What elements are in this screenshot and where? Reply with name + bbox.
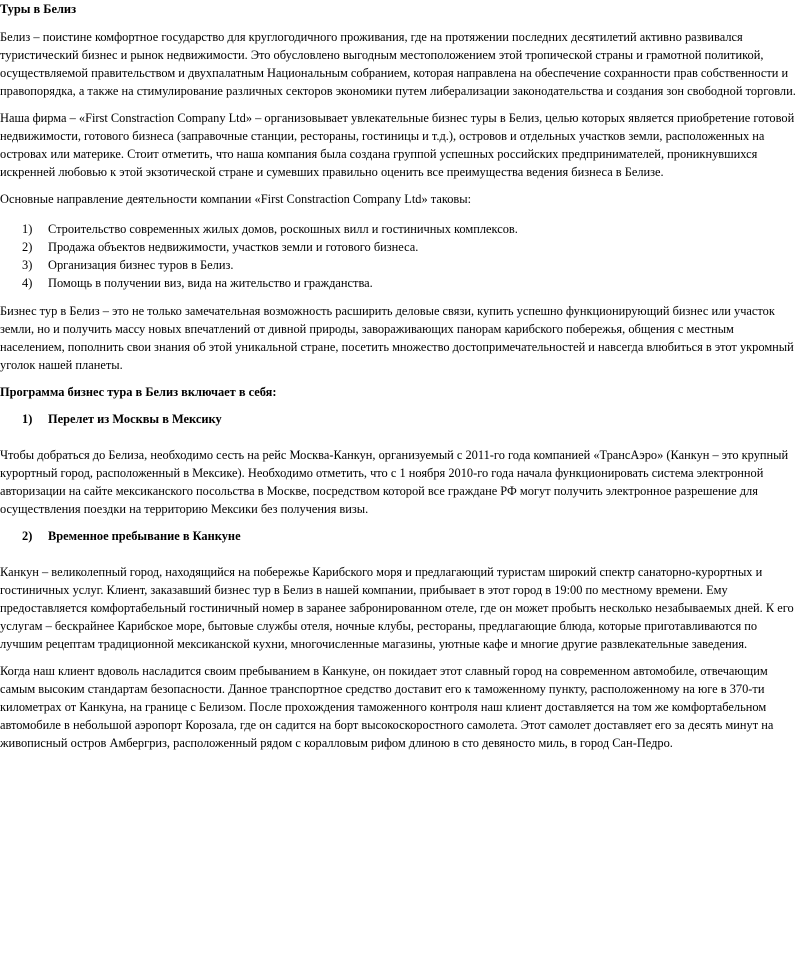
list-item-text: Строительство современных жилых домов, роскошных вилл и гостиничных комплексов.	[48, 222, 518, 236]
step-paragraph: Канкун – великолепный город, находящийся на побережье Карибского моря и предлагающий туристам широкий спектр санаторно-курортных и гостиничных услуг. Клиент, заказавший бизнес тур в Белиз в нашей компании, прибывает в этот город в 19:00 по местному времени. Ему предоставляется комфортабельный гостиничный номер в заранее забронированном отеле, где он может пробыть несколько незабываемых дней. К его услугам – бескрайнее Карибское море, бытовые службы отеля, ночные клубы, рестораны, предлагающие блюда, которые приготавливаются по лучшим рецептам традиционной мексиканской кухни, многочисленные магазины, уютные кафе и многие другие развлекательные заведения.	[0, 565, 794, 651]
step-title: Временное пребывание в Канкуне	[48, 529, 241, 543]
list-item	[0, 220, 796, 238]
step-heading	[0, 527, 796, 545]
list-item-text: Организация бизнес туров в Белиз.	[48, 258, 234, 272]
list-item	[0, 238, 796, 256]
step-number: 2)	[22, 529, 33, 543]
business-tour-paragraph: Бизнес тур в Белиз – это не только замечательная возможность расширить деловые связи, купить успешно функционирующий бизнес или участок земли, но и получить массу новых впечатлений от дивной природы, завораживающих панорам карибского побережья, общения с местным населением, пополнить свои знания об этой уникальной стране, посетить множество достопримечательностей и навсегда влюбиться в этот укромный уголок нашей планеты.	[0, 304, 794, 372]
step-number: 1)	[22, 412, 33, 426]
step-paragraph: Чтобы добраться до Белиза, необходимо сесть на рейс Москва-Канкун, организуемый с 2011-го года компанией «ТрансАэро» (Канкун – это крупный курортный город, расположенный в Мексике). Необходимо отметить, что с 1 ноября 2010-го года начала функционировать система электронной авторизации на сайте мексиканского посольства в Москве, посредством которой все граждане РФ могут получить электронное разрешение для осуществления поездки на территорию Мексики без получения визы.	[0, 448, 789, 516]
intro-paragraph: Белиз – поистине комфортное государство для круглогодичного проживания, где на протяжении последних десятилетий активно развивался туристический бизнес и рынок недвижимости. Это обусловлено выгодным местоположением этой тропической страны и грамотной политикой, осуществляемой правительством и двухпалатным Национальным собранием, которая направлена на обеспечение сохранности прав собственности и правопорядка, а также на стимулирование различных секторов экономики путем либерализации законодательства и создания зон свободной торговли.	[0, 30, 796, 98]
company-paragraph: Наша фирма – «First Constraction Company Ltd» – организовывает увлекательные бизнес туры в Белиз, целью которых является приобретение готовой недвижимости, готового бизнеса (заправочные станции, рестораны, гостиницы и т.д.), островов и отдельных участков земли, расположенных на островах или материке. Стоит отметить, что наша компания была создана группой успешных российских предпринимателей, проникнувшихся искренней любовью к этой экзотической стране и сумевших правильно оценить все преимущества ведения бизнеса в Белизе.	[0, 111, 795, 179]
list-item-number: 2)	[22, 240, 33, 254]
list-item	[0, 274, 796, 292]
step-heading	[0, 410, 796, 428]
document-title: Туры в Белиз	[0, 2, 77, 16]
program-heading: Программа бизнес тура в Белиз включает в себя:	[0, 385, 277, 399]
services-list	[0, 220, 796, 292]
list-item-number: 1)	[22, 222, 33, 236]
list-item-text: Помощь в получении виз, вида на жительство и гражданства.	[48, 276, 373, 290]
list-item-text: Продажа объектов недвижимости, участков земли и готового бизнеса.	[48, 240, 419, 254]
step-title: Перелет из Москвы в Мексику	[48, 412, 222, 426]
closing-paragraph: Когда наш клиент вдоволь насладится своим пребыванием в Канкуне, он покидает этот славный город на современном автомобиле, отвечающим самым высоким стандартам безопасности. Данное транспортное средство доставит его к таможенному пункту, расположенному на юге в 370-ти километрах от Канкуна, на границе с Белизом. После прохождения таможенного контроля наш клиент доставляется на том же комфортабельном автомобиле в небольшой аэропорт Корозала, где он садится на борт высокоскоростного самолета. Этот самолет доставляет его за десять минут на живописный остров Амбергриз, расположенный рядом с коралловым рифом длиною в сто девяносто миль, в город Сан-Педро.	[0, 664, 774, 750]
list-item-number: 4)	[22, 276, 33, 290]
list-item	[0, 256, 796, 274]
directions-intro: Основные направление деятельности компании «First Constraction Company Ltd» таковы:	[0, 192, 472, 206]
list-item-number: 3)	[22, 258, 33, 272]
